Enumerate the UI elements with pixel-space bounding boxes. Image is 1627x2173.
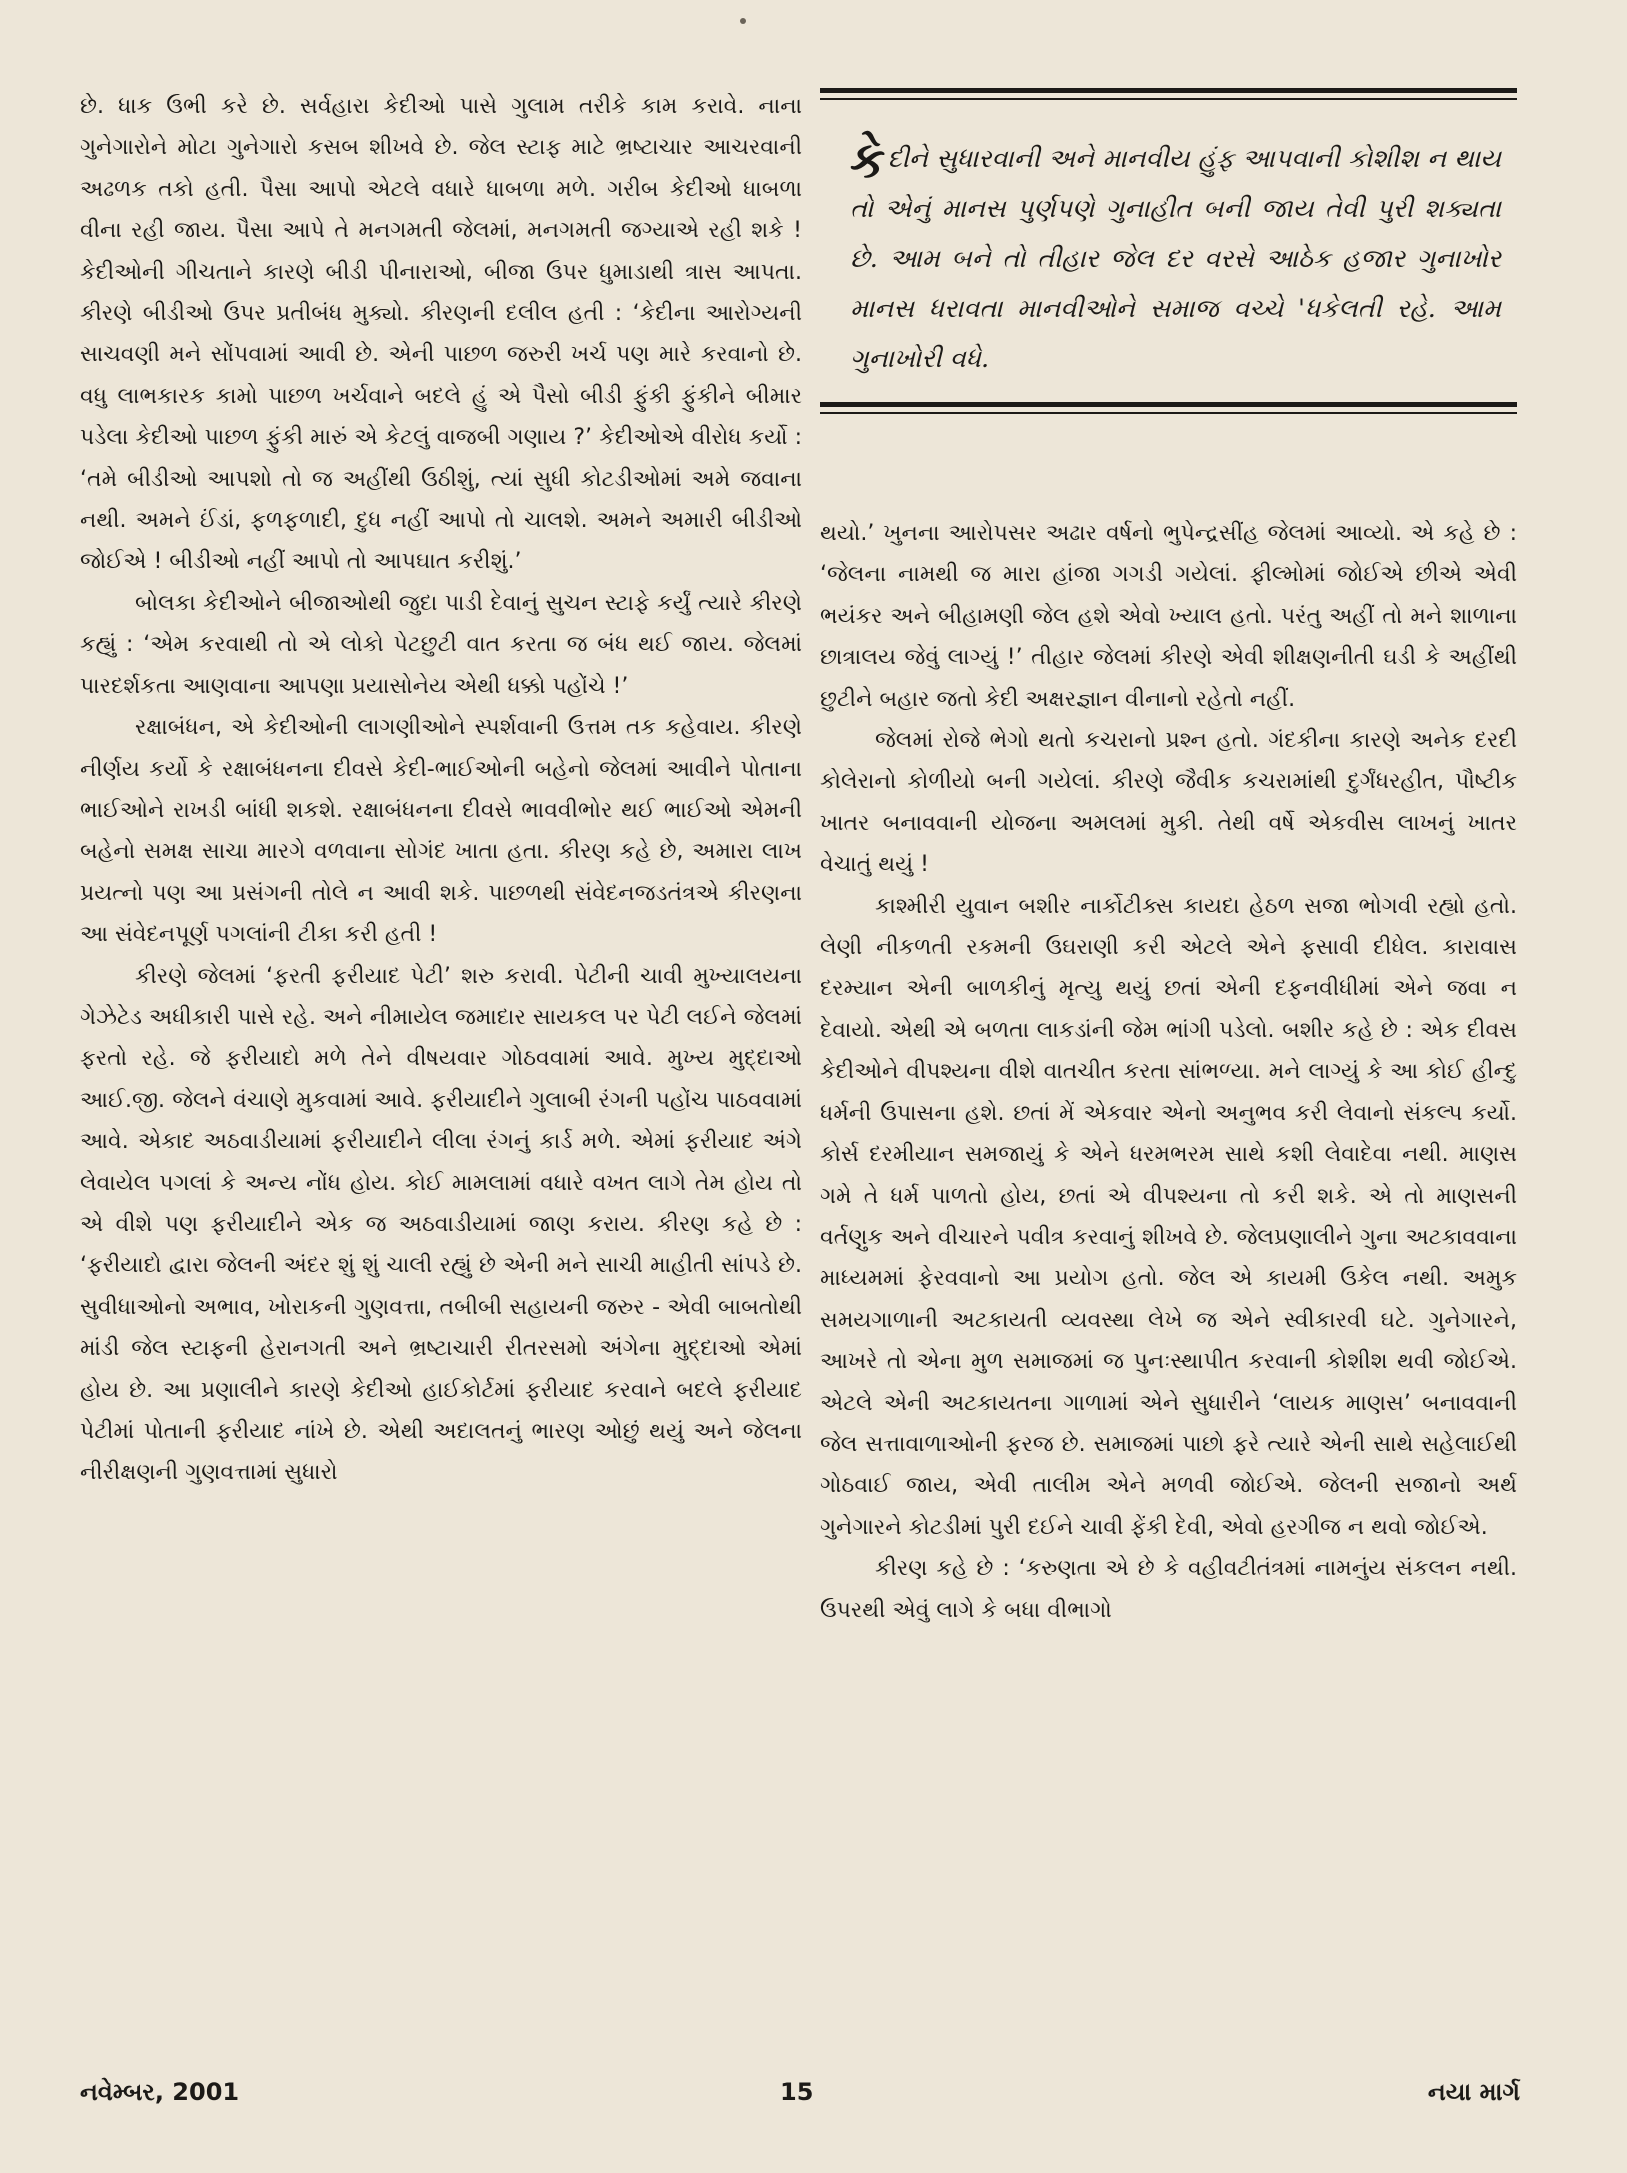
left-paragraph-2: બોલકા કેદીઓને બીજાઓથી જુદા પાડી દેવાનું સુચન સ્ટાફે કર્યું ત્યારે કીરણે કહ્યું : ‘એમ કરવાથી તો એ લોકો પેટછુટી વાત કરતા જ બંધ થઈ જાય. જેલમાં પારદર્શકતા આણવાના આપણા પ્રયાસોનેય એથી ધક્કો પહોંચે !’ — [80, 590, 802, 699]
left-column — [80, 86, 802, 1494]
left-paragraph-4: કીરણે જેલમાં ‘ફરતી ફરીયાદ પેટી’ શરુ કરાવી. પેટીની ચાવી મુખ્યાલયના ગેઝેટેડ અધીકારી પાસે રહે. અને નીમાયેલ જમાદાર સાયકલ પર પેટી લઈને જેલમાં ફરતો રહે. જે ફરીયાદો મળે તેને વીષયવાર ગોઠવવામાં આવે. મુખ્ય મુદ્દાઓ આઈ.જી. જેલને વંચાણે મુકવામાં આવે. ફરીયાદીને ગુલાબી રંગની પહોંચ પાઠવવામાં આવે. એકાદ અઠવાડીયામાં ફરીયાદીને લીલા રંગનું કાર્ડ મળે. એમાં ફરીયાદ અંગે લેવાયેલ પગલાં કે અન્ય નોંધ હોય. કોઈ મામલામાં વધારે વખત લાગે તેમ હોય તો એ વીશે પણ ફરીયાદીને એક જ અઠવાડીયામાં જાણ કરાય. કીરણ કહે છે : ‘ફરીયાદો દ્વારા જેલની અંદર શું શું ચાલી રહ્યું છે એની મને સાચી માહીતી સાંપડે છે. સુવીધાઓનો અભાવ, ખોરાકની ગુણવત્તા, તબીબી સહાયની જરુર - એવી બાબતોથી માંડી જેલ સ્ટાફની હેરાનગતી અને ભ્રષ્ટાચારી રીતરસમો અંગેના મુદ્દાઓ એમાં હોય છે. આ પ્રણાલીને કારણે કેદીઓ હાઈકોર્ટમાં ફરીયાદ કરવાને બદલે ફરીયાદ પેટીમાં પોતાની ફરીયાદ નાંખે છે. એથી અદાલતનું ભારણ ઓછું થયું અને જેલના નીરીક્ષણની ગુણવત્તામાં સુધારો — [80, 963, 802, 1486]
pull-quote-box — [820, 88, 1517, 414]
page-speck — [740, 18, 746, 24]
footer-magazine-name: નયા માર્ગ — [1427, 2078, 1520, 2106]
footer-page-number: 15 — [780, 2078, 814, 2106]
right-paragraph-3: કાશ્મીરી યુવાન બશીર નાર્કોટીક્સ કાયદા હેઠળ સજા ભોગવી રહ્યો હતો. લેણી નીકળતી રકમની ઉઘરાણી કરી એટલે એને ફસાવી દીધેલ. કારાવાસ દરમ્યાન એની બાળકીનું મૃત્યુ થયું છતાં એની દફનવીધીમાં એને જવા ન દેવાયો. એથી એ બળતા લાકડાંની જેમ ભાંગી પડેલો. બશીર કહે છે : એક દીવસ કેદીઓને વીપશ્યના વીશે વાતચીત કરતા સાંભળ્યા. મને લાગ્યું કે આ કોઈ હીન્દુ ધર્મની ઉપાસના હશે. છતાં મેં એકવાર એનો અનુભવ કરી લેવાનો સંકલ્પ કર્યો. કોર્સ દરમીયાન સમજાયું કે એને ધરમભરમ સાથે કશી લેવાદેવા નથી. માણસ ગમે તે ધર્મ પાળતો હોય, છતાં એ વીપશ્યના તો કરી શકે. એ તો માણસની વર્તણુક અને વીચારને પવીત્ર કરવાનું શીખવે છે. જેલપ્રણાલીને ગુના અટકાવવાના માધ્યમમાં ફેરવવાનો આ પ્રયોગ હતો. જેલ એ કાયમી ઉકેલ નથી. અમુક સમયગાળાની અટકાયતી વ્યવસ્થા લેખે જ એને સ્વીકારવી ઘટે. ગુનેગારને, આખરે તો એના મુળ સમાજમાં જ પુનઃસ્થાપીત કરવાની કોશીશ થવી જોઈએ. એટલે એની અટકાયતના ગાળામાં એને સુધારીને ‘લાયક માણસ’ બનાવવાની જેલ સત્તાવાળાઓની ફરજ છે. સમાજમાં પાછો ફરે ત્યારે એની સાથે સહેલાઈથી ગોઠવાઈ જાય, એવી તાલીમ એને મળવી જોઈએ. જેલની સજાનો અર્થ ગુનેગારને કોટડીમાં પુરી દઈને ચાવી ફેંકી દેવી, એવો હરગીજ ન થવો જોઈએ. — [820, 893, 1517, 1540]
pull-quote-drop-cap: કે — [850, 130, 886, 189]
pull-quote-top-rule — [820, 88, 1517, 93]
left-paragraph-1: છે. ધાક ઉભી કરે છે. સર્વહારા કેદીઓ પાસે ગુલામ તરીકે કામ કરાવે. નાના ગુનેગારોને મોટા ગુનેગારો કસબ શીખવે છે. જેલ સ્ટાફ માટે ભ્રષ્ટાચાર આચરવાની અઢળક તકો હતી. પૈસા આપો એટલે વધારે ધાબળા મળે. ગરીબ કેદીઓ ધાબળા વીના રહી જાય. પૈસા આપે તે મનગમતી જેલમાં, મનગમતી જગ્યાએ રહી શકે ! કેદીઓની ગીચતાને કારણે બીડી પીનારાઓ, બીજા ઉપર ધુમાડાથી ત્રાસ આપતા. કીરણે બીડીઓ ઉપર પ્રતીબંધ મુક્યો. કીરણની દલીલ હતી : ‘કેદીના આરોગ્યની સાચવણી મને સોંપવામાં આવી છે. એની પાછળ જરુરી ખર્ચ પણ મારે કરવાનો છે. વધુ લાભકારક કામો પાછળ ખર્ચવાને બદલે હું એ પૈસો બીડી ફુંકી ફુંકીને બીમાર પડેલા કેદીઓ પાછળ ફુંકી મારું એ કેટલું વાજબી ગણાય ?’ કેદીઓએ વીરોધ કર્યો : ‘તમે બીડીઓ આપશો તો જ અહીંથી ઉઠીશું, ત્યાં સુધી કોટડીઓમાં અમે જવાના નથી. અમને ઈંડાં, ફળફળાદી, દુધ નહીં આપો તો ચાલશે. અમને અમારી બીડીઓ જોઈએ ! બીડીઓ નહીં આપો તો આપઘાત કરીશું.’ — [80, 94, 802, 575]
right-paragraph-1: થયો.’ ખુનના આરોપસર અઢાર વર્ષનો ભુપેન્દ્રસીંહ જેલમાં આવ્યો. એ કહે છે : ‘જેલના નામથી જ મારા હાંજા ગગડી ગયેલાં. ફીલ્મોમાં જોઈએ છીએ એવી ભયંકર અને બીહામણી જેલ હશે એવો ખ્યાલ હતો. પરંતુ અહીં તો મને શાળાના છાત્રાલય જેવું લાગ્યું !’ તીહાર જેલમાં કીરણે એવી શીક્ષણનીતી ઘડી કે અહીંથી છુટીને બહાર જતો કેદી અક્ષરજ્ઞાન વીનાનો રહેતો નહીં. — [820, 521, 1517, 712]
right-paragraph-2: જેલમાં રોજે ભેગો થતો કચરાનો પ્રશ્ન હતો. ગંદકીના કારણે અનેક દરદી કોલેરાનો કોળીયો બની ગયેલાં. કીરણે જૈવીક કચરામાંથી દુર્ગંધરહીત, પૌષ્ટીક ખાતર બનાવવાની યોજના અમલમાં મુકી. તેથી વર્ષે એકવીસ લાખનું ખાતર વેચાતું થયું ! — [820, 728, 1517, 878]
footer-date: નવેમ્બર, 2001 — [80, 2078, 240, 2106]
left-paragraph-3: રક્ષાબંધન, એ કેદીઓની લાગણીઓને સ્પર્શવાની ઉત્તમ તક કહેવાય. કીરણે નીર્ણય કર્યો કે રક્ષાબંધનના દીવસે કેદી-ભાઈઓની બહેનો જેલમાં આવીને પોતાના ભાઈઓને રાખડી બાંધી શકશે. રક્ષાબંધનના દીવસે ભાવવીભોર થઈ ભાઈઓ એમની બહેનો સમક્ષ સાચા મારગે વળવાના સોગંદ ખાતા હતા. કીરણ કહે છે, અમારા લાખ પ્રયત્નો પણ આ પ્રસંગની તોલે ન આવી શકે. પાછળથી સંવેદનજડતંત્રએ કીરણના આ સંવેદનપૂર્ણ પગલાંની ટીકા કરી હતી ! — [80, 715, 802, 948]
pull-quote-text: દીને સુધારવાની અને માનવીય હુંફ આપવાની કોશીશ ન થાય તો એનું માનસ પુર્ણપણે ગુનાહીત બની જાય તેવી પુરી શક્યતા છે. આમ બને તો તીહાર જેલ દર વરસે આઠેક હજાર ગુનાખોર માનસ ધરાવતા માનવીઓને સમાજ વચ્ચે 'ધકેલતી રહે. આમ ગુનાખોરી વધે. — [850, 144, 1501, 374]
pull-quote-bottom-rule-thin — [820, 412, 1517, 414]
pull-quote-bottom-rule — [820, 402, 1517, 407]
right-column — [820, 513, 1517, 1631]
page-footer — [80, 2078, 1520, 2114]
pull-quote — [820, 100, 1517, 402]
right-paragraph-4: કીરણ કહે છે : ‘કરુણતા એ છે કે વહીવટીતંત્રમાં નામનુંય સંકલન નથી. ઉપરથી એવું લાગે કે બધા વીભાગો — [820, 1556, 1517, 1623]
